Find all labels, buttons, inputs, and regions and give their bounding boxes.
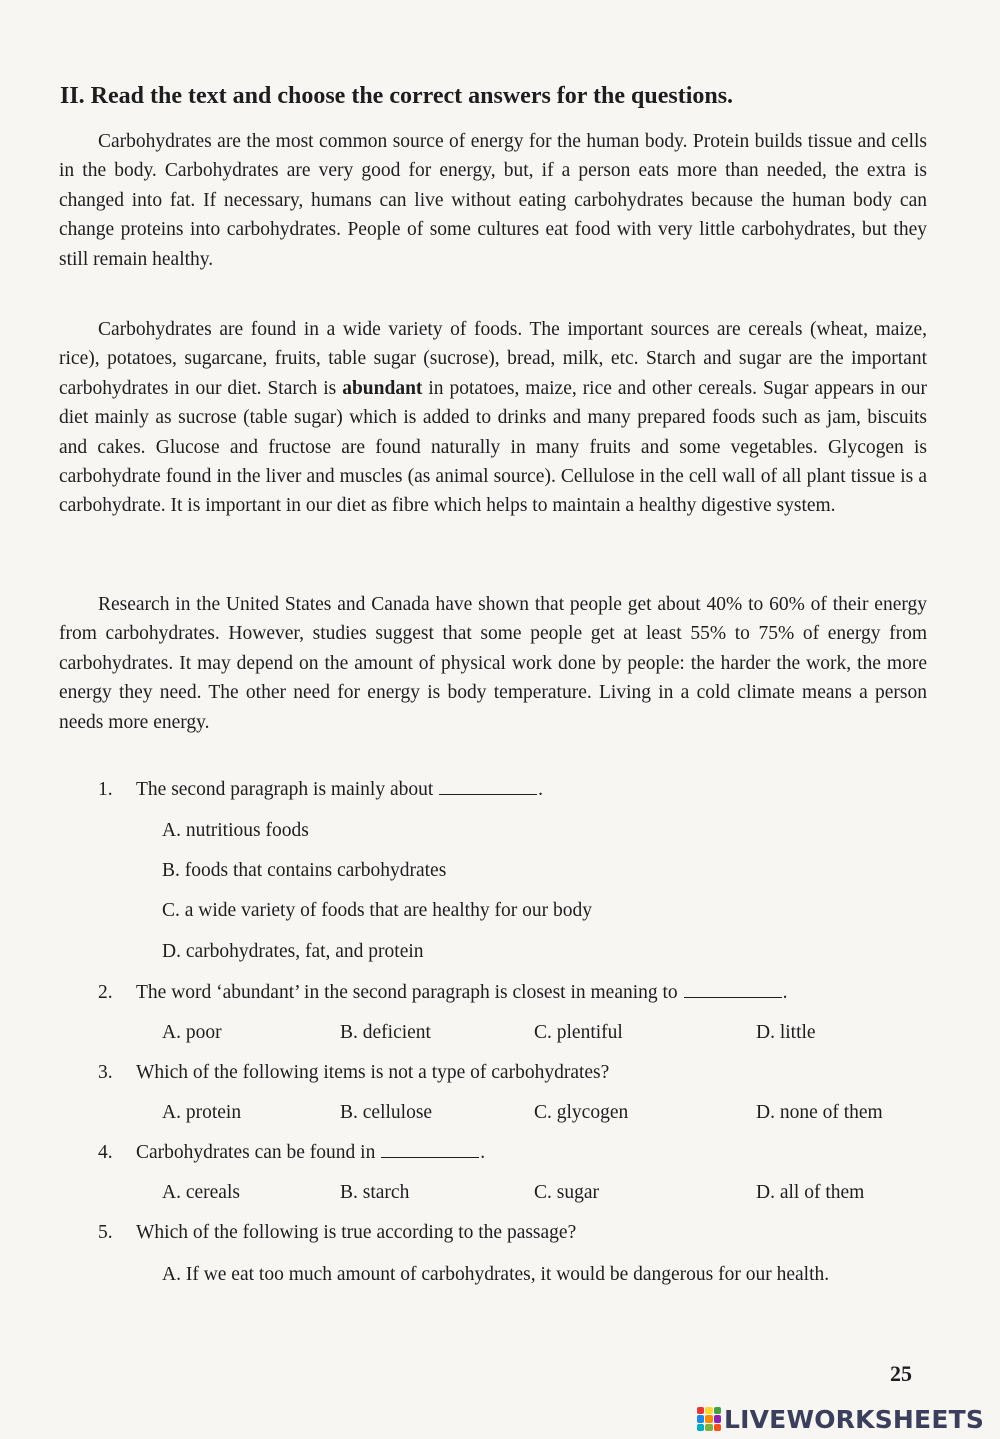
answer-blank[interactable] <box>439 776 537 795</box>
question-3 <box>98 1059 938 1087</box>
logo-tile <box>714 1407 721 1414</box>
q4-option-c[interactable]: C. sugar <box>534 1182 599 1203</box>
q5-option-a-text: A. If we eat too much amount of carbohydrates, it would be dangerous for our health. <box>162 1264 830 1285</box>
answer-blank[interactable] <box>684 979 782 998</box>
question-1 <box>98 776 938 804</box>
q1-option-d[interactable]: D. carbohydrates, fat, and protein <box>162 941 424 962</box>
answer-blank[interactable] <box>381 1139 479 1158</box>
q1-option-c[interactable]: C. a wide variety of foods that are healthy for our body <box>162 900 592 921</box>
question-end-mark: . <box>538 779 544 800</box>
q1-option-b[interactable]: B. foods that contains carbohydrates <box>162 860 447 881</box>
passage-paragraph-2 <box>59 315 927 521</box>
question-end-mark: . <box>782 982 788 1003</box>
question-text: Which of the following is true according to the passage? <box>136 1222 577 1243</box>
q2-option-a[interactable]: A. poor <box>162 1022 222 1043</box>
q3-option-c[interactable]: C. glycogen <box>534 1102 629 1123</box>
q3-option-a[interactable]: A. protein <box>162 1102 242 1123</box>
q3-option-b[interactable]: B. cellulose <box>340 1102 433 1123</box>
q2-option-b[interactable]: B. deficient <box>340 1022 431 1043</box>
question-end-mark: . <box>480 1142 486 1163</box>
liveworksheets-brand <box>697 1402 984 1436</box>
q4-option-a[interactable]: A. cereals <box>162 1182 240 1203</box>
liveworksheets-logo-icon <box>697 1407 721 1431</box>
passage-paragraph-1: Carbohydrates are the most common source of energy for the human body. Protein builds tissue and cells in the body. Carbohydrates are very good for energy, but, if a person eats more than needed, the extra is changed into fat. If necessary, humans can live without eating carbohydrates because the human body can change proteins into carbohydrates. People of some cultures eat food with very little carbohydrates, but they still remain healthy. <box>59 131 927 270</box>
question-number: 5. <box>98 1222 113 1243</box>
question-text: Carbohydrates can be found in <box>136 1142 376 1163</box>
paragraph-2-text-before: Carbohydrates are found in a wide variety of foods. The important sources are cereals (wheat, maize, rice), potatoes, sugarcane, fruits, table sugar (sucrose), bread, milk, etc. Starch and sugar are the important carbohydrates in our diet. Starch is <box>59 319 927 399</box>
q2-option-c[interactable]: C. plentiful <box>534 1022 623 1043</box>
paragraph-2-text-after: in potatoes, maize, rice and other cereals. Sugar appears in our diet mainly as sucrose (table sugar) which is added to drinks and many prepared foods such as jam, biscuits and cakes. Glucose and fructose are found naturally in many fruits and some vegetables. Glycogen is carbohydrate found in the liver and muscles (as animal source). Cellulose in the cell wall of all plant tissue is a carbohydrate. It is important in our diet as fibre which helps to maintain a healthy digestive system. <box>59 377 928 517</box>
brand-name: LIVEWORKSHEETS <box>724 1404 985 1434</box>
q2-option-d[interactable]: D. little <box>756 1022 816 1043</box>
logo-tile <box>697 1424 704 1431</box>
question-2 <box>98 979 938 1007</box>
question-text: The word ‘abundant’ in the second paragraph is closest in meaning to <box>136 982 678 1003</box>
question-number: 1. <box>98 779 113 800</box>
q5-option-a[interactable] <box>162 1260 932 1289</box>
q1-option-a[interactable]: A. nutritious foods <box>162 820 309 841</box>
q4-option-b[interactable]: B. starch <box>340 1182 410 1203</box>
question-text: The second paragraph is mainly about <box>136 779 434 800</box>
passage-paragraph-3: Research in the United States and Canada have shown that people get about 40% to 60% of their energy from carbohydrates. However, studies suggest that some people get at least 55% to 75% of energy from carbohydrates. It may depend on the amount of physical work done by people: the harder the work, the more energy they need. The other need for energy is body temperature. Living in a cold climate means a person needs more energy. <box>59 594 927 733</box>
logo-tile <box>697 1407 704 1414</box>
logo-tile <box>705 1415 712 1422</box>
question-4 <box>98 1139 938 1167</box>
logo-tile <box>714 1424 721 1431</box>
question-number: 3. <box>98 1062 113 1083</box>
logo-tile <box>705 1424 712 1431</box>
q4-option-d[interactable]: D. all of them <box>756 1182 865 1203</box>
question-number: 4. <box>98 1142 113 1163</box>
logo-tile <box>705 1407 712 1414</box>
q3-option-d[interactable]: D. none of them <box>756 1102 883 1123</box>
section-heading: II. Read the text and choose the correct answers for the questions. <box>60 83 734 109</box>
logo-tile <box>714 1415 721 1422</box>
logo-tile <box>697 1415 704 1422</box>
question-number: 2. <box>98 982 113 1003</box>
question-5 <box>98 1219 938 1247</box>
page-number: 25 <box>890 1361 912 1386</box>
question-text: Which of the following items is not a type of carbohydrates? <box>136 1062 610 1083</box>
bold-word-abundant: abundant <box>342 377 423 399</box>
